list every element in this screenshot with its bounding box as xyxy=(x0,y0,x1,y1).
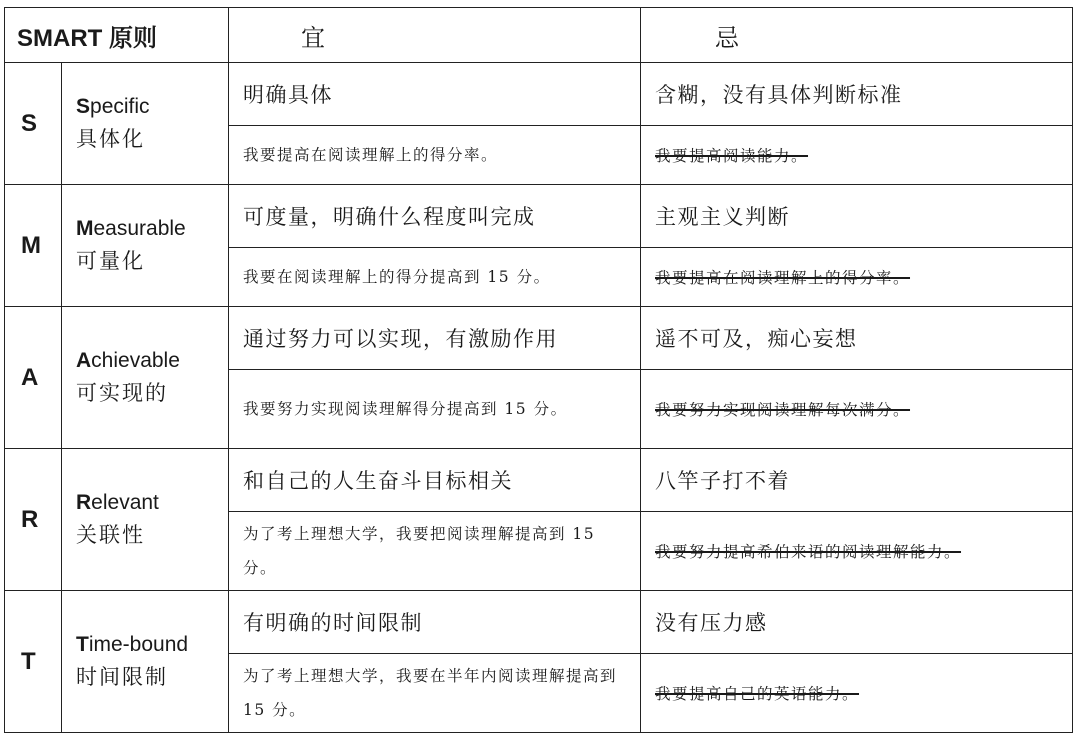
row-t-desc xyxy=(5,591,1073,654)
principle-name xyxy=(62,185,229,307)
principle-name-rest: easurable xyxy=(93,216,186,240)
row-letter: S xyxy=(5,63,62,185)
principle-name xyxy=(62,449,229,591)
principle-name-zh: 时间限制 xyxy=(76,664,168,689)
dont-example: 我要提高阅读能力。 xyxy=(655,147,809,165)
principle-name-zh: 可量化 xyxy=(76,248,145,273)
principle-name-rest: elevant xyxy=(91,490,159,514)
principle-name-rest: pecific xyxy=(90,94,150,118)
row-letter: A xyxy=(5,307,62,449)
table-title: SMART 原则 xyxy=(5,8,229,63)
principle-name xyxy=(62,307,229,449)
row-a-desc xyxy=(5,307,1073,370)
do-description: 可度量，明确什么程度叫完成 xyxy=(229,185,641,248)
do-example: 我要在阅读理解上的得分提高到 15 分。 xyxy=(229,248,641,307)
principle-initial: A xyxy=(76,348,92,372)
principle-name-en xyxy=(76,488,228,518)
principle-name-en xyxy=(76,214,228,244)
do-description: 和自己的人生奋斗目标相关 xyxy=(229,449,641,512)
dont-description: 没有压力感 xyxy=(641,591,1073,654)
do-example: 我要提高在阅读理解上的得分率。 xyxy=(229,126,641,185)
principle-initial: T xyxy=(76,632,89,656)
principle-name xyxy=(62,63,229,185)
dont-example: 我要努力提高希伯来语的阅读理解能力。 xyxy=(655,543,962,561)
row-m-desc xyxy=(5,185,1073,248)
principle-name-zh: 具体化 xyxy=(76,126,145,151)
dont-example-cell xyxy=(641,126,1073,185)
principle-initial: S xyxy=(76,94,91,118)
column-header-do: 宜 xyxy=(229,8,641,63)
principle-name xyxy=(62,591,229,733)
principle-initial: M xyxy=(76,216,94,240)
dont-example-cell xyxy=(641,654,1073,733)
do-example: 我要努力实现阅读理解得分提高到 15 分。 xyxy=(229,370,641,449)
principle-name-zh: 可实现的 xyxy=(76,380,168,405)
principle-name-zh: 关联性 xyxy=(76,522,145,547)
principle-initial: R xyxy=(76,490,92,514)
do-description: 有明确的时间限制 xyxy=(229,591,641,654)
do-example: 为了考上理想大学，我要在半年内阅读理解提高到 15 分。 xyxy=(229,654,641,733)
row-letter: R xyxy=(5,449,62,591)
dont-example-cell xyxy=(641,248,1073,307)
dont-example: 我要提高自己的英语能力。 xyxy=(655,685,860,703)
row-s-desc xyxy=(5,63,1073,126)
dont-description: 主观主义判断 xyxy=(641,185,1073,248)
column-header-dont: 忌 xyxy=(641,8,1073,63)
principle-name-en xyxy=(76,346,228,376)
dont-description: 八竿子打不着 xyxy=(641,449,1073,512)
do-example: 为了考上理想大学，我要把阅读理解提高到 15 分。 xyxy=(229,512,641,591)
dont-example: 我要提高在阅读理解上的得分率。 xyxy=(655,269,911,287)
principle-name-en xyxy=(76,92,228,122)
row-letter: T xyxy=(5,591,62,733)
dont-example-cell xyxy=(641,512,1073,591)
principle-name-en xyxy=(76,630,228,660)
principle-name-rest: ime-bound xyxy=(88,632,189,656)
do-description: 通过努力可以实现，有激励作用 xyxy=(229,307,641,370)
dont-example: 我要努力实现阅读理解每次满分。 xyxy=(655,401,911,419)
smart-principle-table xyxy=(4,7,1073,733)
dont-description: 遥不可及，痴心妄想 xyxy=(641,307,1073,370)
dont-example-cell xyxy=(641,370,1073,449)
smart-principle-table-wrapper xyxy=(4,7,1076,733)
dont-description: 含糊，没有具体判断标准 xyxy=(641,63,1073,126)
row-letter: M xyxy=(5,185,62,307)
row-r-desc xyxy=(5,449,1073,512)
header-row xyxy=(5,8,1073,63)
principle-name-rest: chievable xyxy=(91,348,180,372)
do-description: 明确具体 xyxy=(229,63,641,126)
